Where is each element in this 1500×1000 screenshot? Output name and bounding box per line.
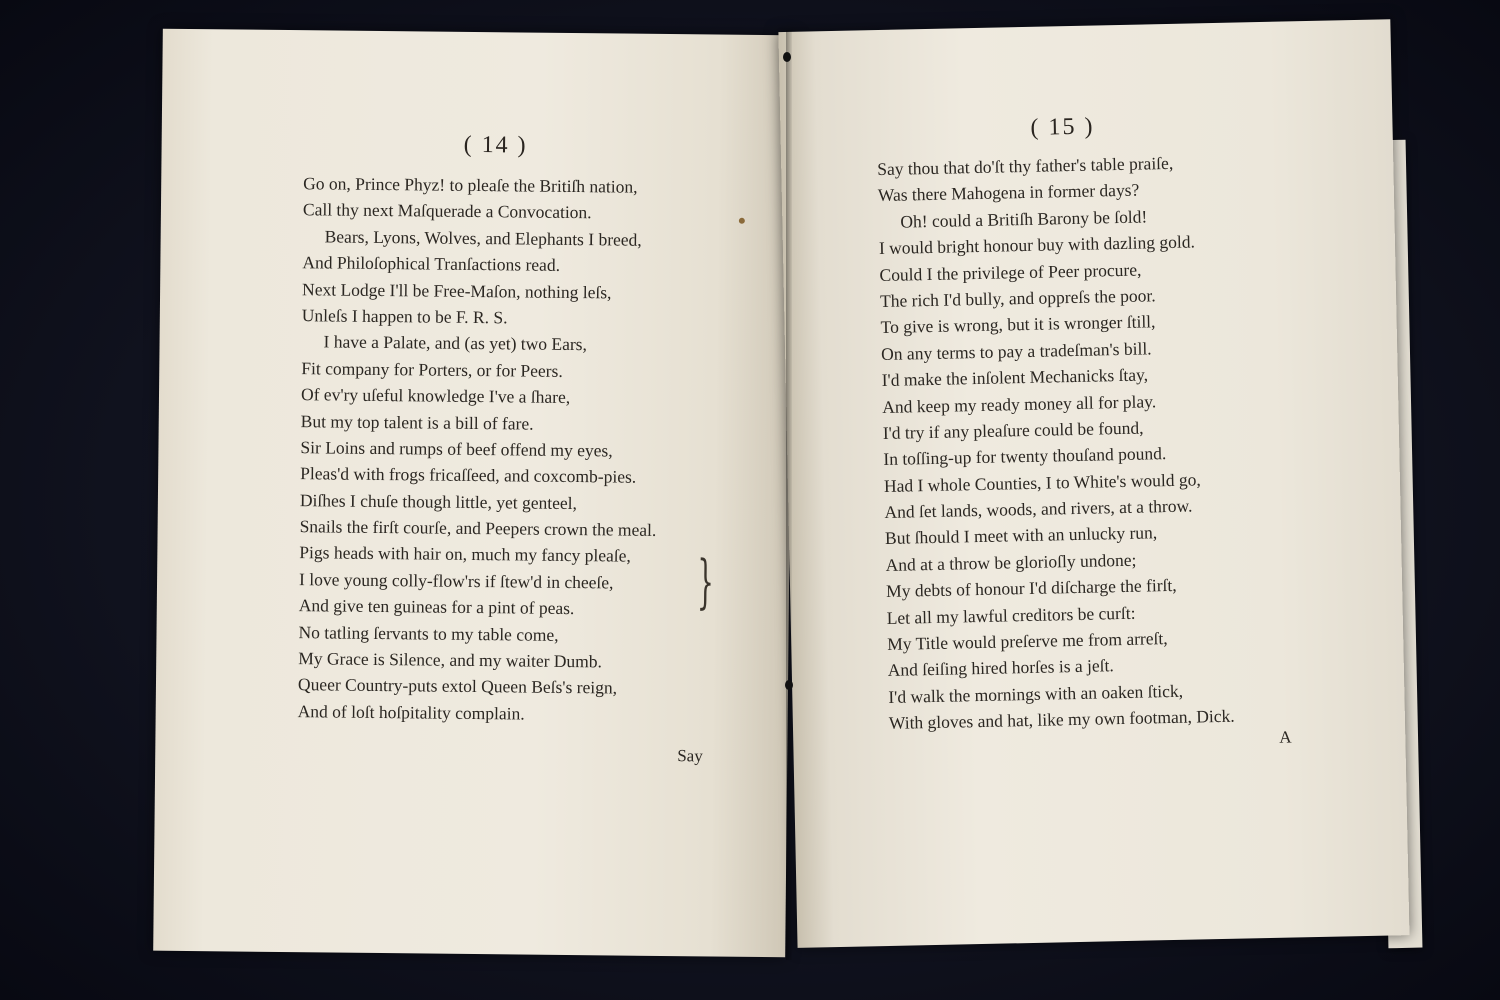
verse-line: And keep my ready money all for play. bbox=[882, 390, 1157, 417]
verse-line: With gloves and hat, like my own footman, Dick. bbox=[888, 705, 1235, 734]
binding-stitch bbox=[783, 52, 791, 62]
verse-line: Was there Mahogena in former days? bbox=[877, 179, 1140, 206]
verse-line: I'd try if any pleaſure could be found, bbox=[882, 417, 1144, 443]
verse-line: And ſet lands, woods, and rivers, at a throw. bbox=[884, 495, 1193, 523]
verse-line: Pigs heads with hair on, much my fancy pleaſe, bbox=[299, 542, 631, 567]
gutter-shadow bbox=[786, 30, 792, 960]
verse-line: And ſeiſing hired horſes is a jeſt. bbox=[887, 655, 1114, 681]
verse-line: Call thy next Maſquerade a Convocation. bbox=[302, 199, 592, 223]
page-number-15: ( 15 ) bbox=[1030, 113, 1095, 141]
verse-line: In toſſing-up for twenty thouſand pound. bbox=[883, 443, 1167, 470]
right-page bbox=[778, 19, 1409, 948]
verse-line: Fit company for Porters, or for Peers. bbox=[301, 357, 563, 381]
catchword: Say bbox=[677, 746, 703, 766]
verse-line: But ſhould I meet with an unlucky run, bbox=[884, 522, 1158, 549]
verse-line: Sir Loins and rumps of beef offend my eyes, bbox=[300, 437, 613, 461]
verse-line: Of ev'ry uſeful knowledge I've a ſhare, bbox=[300, 384, 571, 408]
binding-stitch bbox=[785, 680, 793, 690]
verse-line: Pleas'd with frogs fricaſſeed, and coxcomb-pies. bbox=[300, 463, 637, 487]
right-verse bbox=[877, 149, 1235, 737]
triplet-brace: } bbox=[696, 547, 715, 616]
verse-line: Snails the firſt courſe, and Peepers crown the meal. bbox=[299, 516, 657, 540]
verse-line: I have a Palate, and (as yet) two Ears, bbox=[323, 331, 588, 355]
verse-line: Bears, Lyons, Wolves, and Elephants I breed, bbox=[324, 226, 642, 250]
verse-line: And give ten guineas for a pint of peas. bbox=[298, 595, 575, 619]
verse-line: But my top talent is a bill of fare. bbox=[300, 410, 534, 434]
signature-mark: A bbox=[1279, 727, 1292, 747]
verse-line: Say thou that do'ſt thy father's table praiſe, bbox=[877, 152, 1174, 180]
verse-line: My debts of honour I'd diſcharge the firſt, bbox=[885, 575, 1177, 602]
verse-line: I love young colly-flow'rs if ſtew'd in cheeſe, bbox=[298, 569, 614, 593]
verse-line: To give is wrong, but it is wronger ſtill, bbox=[880, 311, 1156, 338]
verse-line: And of loſt hoſpitality complain. bbox=[297, 700, 525, 724]
verse-line: Queer Country-puts extol Queen Beſs's reign, bbox=[297, 674, 618, 698]
verse-line: My Grace is Silence, and my waiter Dumb. bbox=[298, 648, 603, 672]
verse-line: On any terms to pay a tradeſman's bill. bbox=[880, 338, 1152, 364]
verse-line: Unleſs I happen to be F. R. S. bbox=[301, 305, 508, 328]
verse-line: My Title would preſerve me from arreſt, bbox=[887, 628, 1168, 654]
page-number-14: ( 14 ) bbox=[463, 131, 528, 159]
verse-line: I would bright honour buy with dazling gold. bbox=[878, 231, 1196, 259]
verse-line: Diſhes I chuſe though little, yet genteel, bbox=[299, 489, 578, 513]
verse-line: Oh! could a Britiſh Barony be ſold! bbox=[900, 206, 1148, 232]
verse-line: And Philoſophical Tranſactions read. bbox=[302, 252, 561, 276]
verse-line: The rich I'd bully, and oppreſs the poor. bbox=[879, 285, 1156, 311]
verse-line: I'd make the inſolent Mechanicks ſtay, bbox=[881, 364, 1149, 391]
verse-line: Had I whole Counties, I to White's would go, bbox=[883, 469, 1201, 496]
paper-stain bbox=[739, 218, 745, 224]
verse-line: No tatling ſervants to my table come, bbox=[298, 621, 559, 645]
verse-line: Go on, Prince Phyz! to pleaſe the Britiſh nation, bbox=[303, 173, 638, 197]
verse-line: I'd walk the mornings with an oaken ſtick, bbox=[888, 680, 1184, 707]
verse-line: Let all my lawful creditors be curſt: bbox=[886, 602, 1136, 628]
left-page bbox=[153, 29, 795, 958]
verse-line: Could I the privilege of Peer procure, bbox=[879, 259, 1142, 285]
left-verse bbox=[298, 170, 660, 728]
verse-line: And at a throw be glorioſly undone; bbox=[885, 549, 1137, 575]
verse-line: Next Lodge I'll be Free-Maſon, nothing leſs, bbox=[302, 278, 612, 302]
